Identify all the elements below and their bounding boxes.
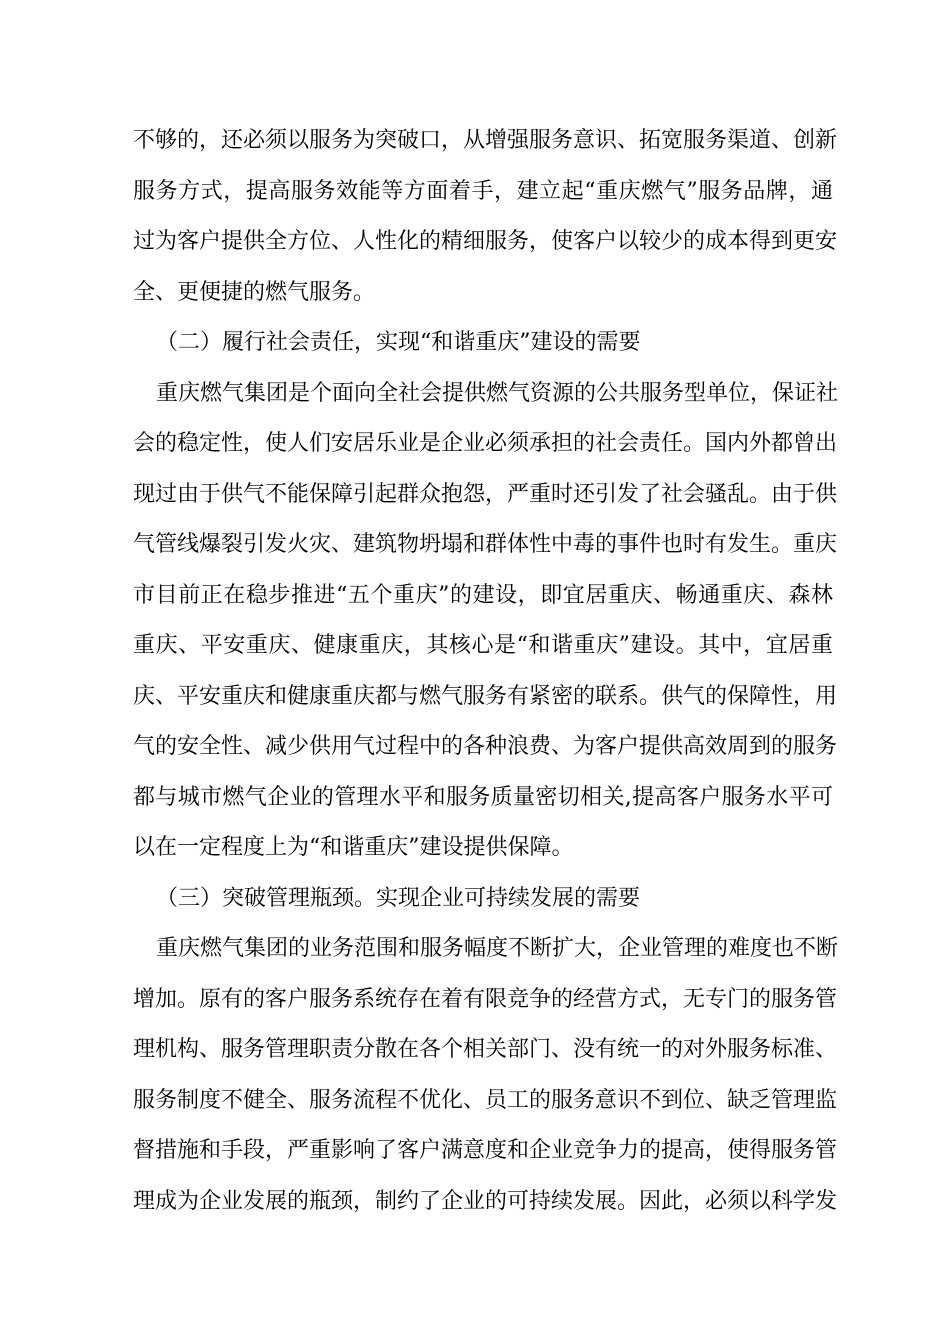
text-line: 会的稳定性，使人们安居乐业是企业必须承担的社会责任。国内外都曾出 xyxy=(133,431,838,456)
text-line: 督措施和手段，严重影响了客户满意度和企业竞争力的提高，使得服务管 xyxy=(133,1138,838,1163)
text-line: 理机构、服务管理职责分散在各个相关部门、没有统一的对外服务标准、 xyxy=(133,1037,838,1062)
text-line: 重庆燃气集团的业务范围和服务幅度不断扩大，企业管理的难度也不断 xyxy=(156,936,839,961)
text-line: 过为客户提供全方位、人性化的精细服务，使客户以较少的成本得到更安 xyxy=(133,229,838,254)
text-line: 增加。原有的客户服务系统存在着有限竞争的经营方式，无专门的服务管 xyxy=(133,986,838,1012)
section-heading: （三）突破管理瓶颈。实现企业可持续发展的需要 xyxy=(156,885,641,911)
text-line: 重庆、平安重庆、健康重庆，其核心是“和谐重庆”建设。其中，宜居重 xyxy=(133,633,833,658)
body-text xyxy=(133,116,839,1227)
text-line: 服务方式，提高服务效能等方面着手，建立起“重庆燃气”服务品牌，通 xyxy=(133,178,833,204)
text-line: 理成为企业发展的瓶颈，制约了企业的可持续发展。因此，必须以科学发 xyxy=(133,1188,838,1214)
text-line: 市目前正在稳步推进“五个重庆”的建设，即宜居重庆、畅通重庆、森林 xyxy=(133,582,833,608)
text-line: 重庆燃气集团是个面向全社会提供燃气资源的公共服务型单位，保证社 xyxy=(156,380,839,406)
text-line: 气管线爆裂引发火灾、建筑物坍塌和群体性中毒的事件也时有发生。重庆 xyxy=(133,532,838,557)
text-line: 都与城市燃气企业的管理水平和服务质量密切相关,提高客户服务水平可 xyxy=(133,784,833,810)
section-heading: （二）履行社会责任，实现“和谐重庆”建设的需要 xyxy=(156,330,641,355)
text-line: 全、更便捷的燃气服务。 xyxy=(133,279,376,305)
text-line: 现过由于供气不能保障引起群众抱怨，严重时还引发了社会骚乱。由于供 xyxy=(133,481,838,507)
text-line: 气的安全性、减少供用气过程中的各种浪费、为客户提供高效周到的服务 xyxy=(133,734,838,759)
text-line: 服务制度不健全、服务流程不优化、员工的服务意识不到位、缺乏管理监 xyxy=(133,1087,838,1113)
text-line: 以在一定程度上为“和谐重庆”建设提供保障。 xyxy=(133,835,574,860)
text-line: 庆、平安重庆和健康重庆都与燃气服务有紧密的联系。供气的保障性，用 xyxy=(133,683,838,709)
text-line: 不够的，还必须以服务为突破口，从增强服务意识、拓宽服务渠道、创新 xyxy=(133,128,838,153)
